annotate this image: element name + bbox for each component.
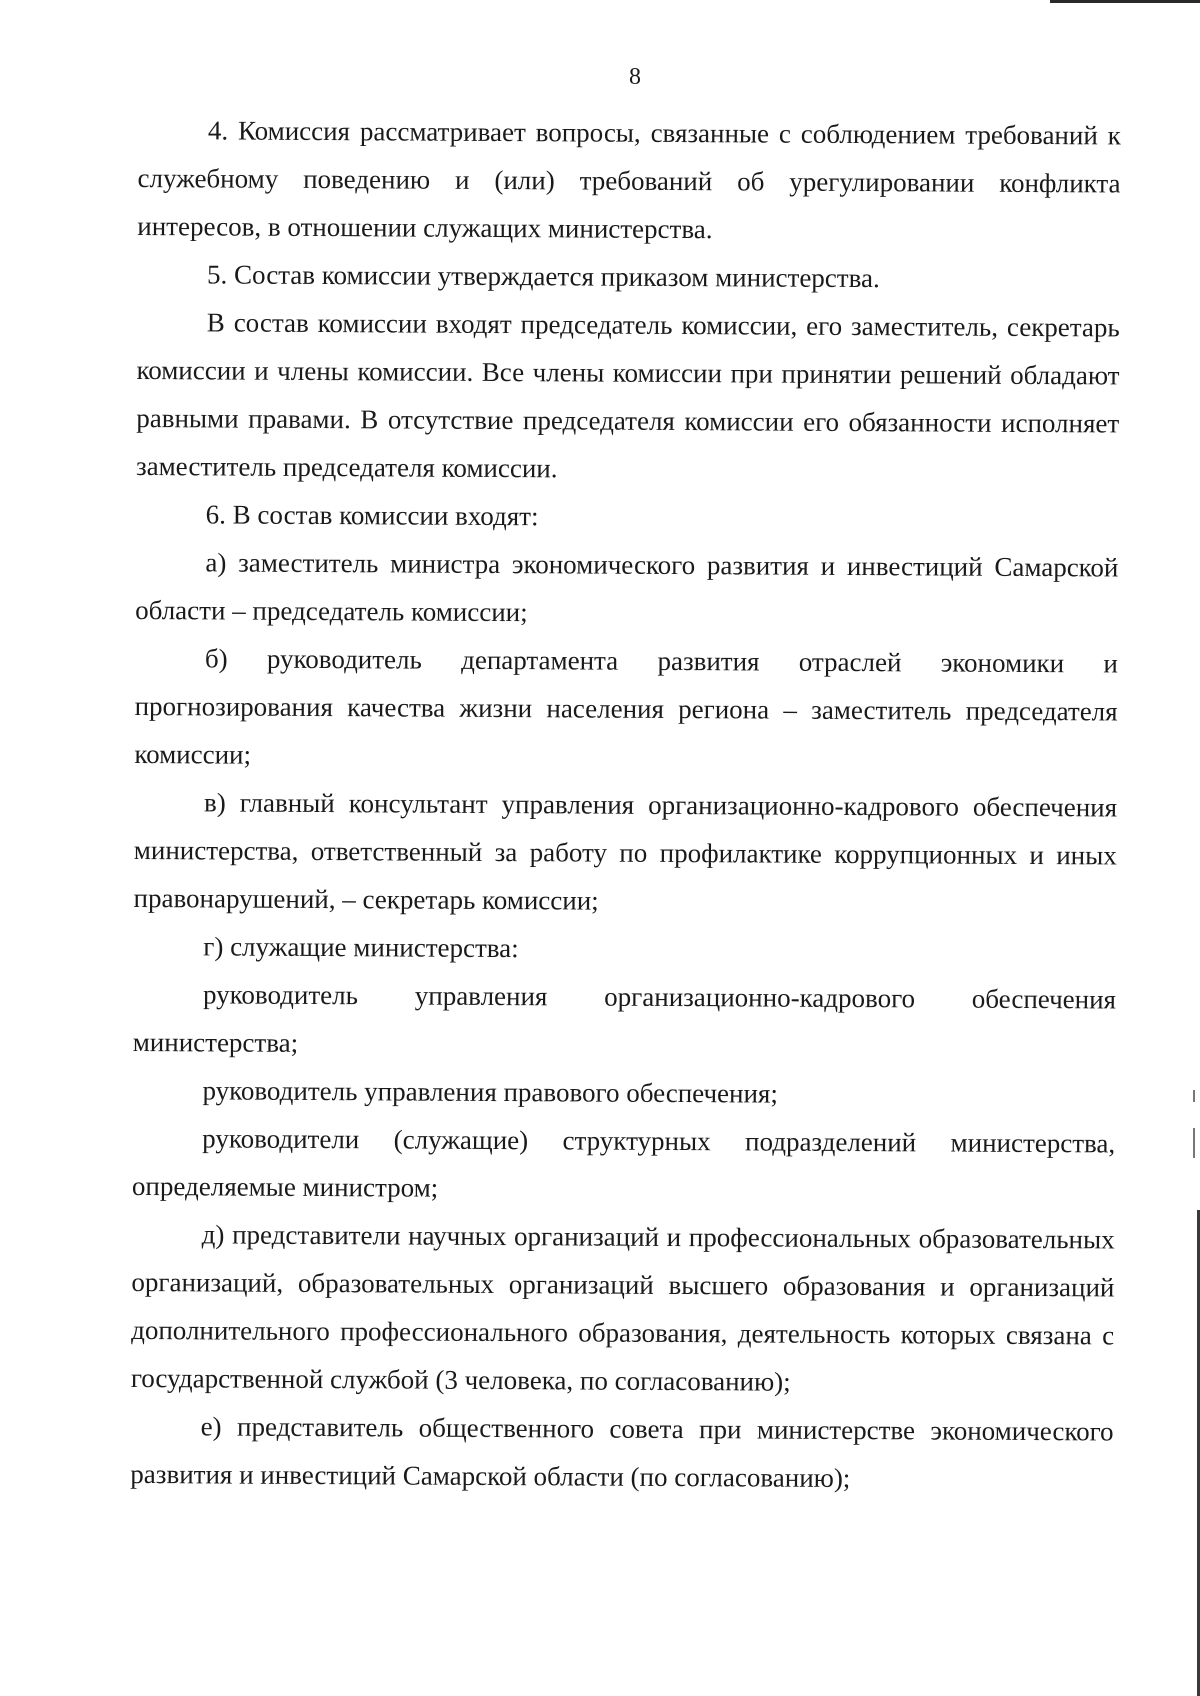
paragraph-subitem-v: в) главный консультант управления организационно-кадрового обеспечения министерства, ответственный за работу по профилактике коррупционных и иных правонарушений, – секретарь комиссии; bbox=[133, 787, 1118, 916]
paragraph-list-entry: руководитель управления организационно-кадрового обеспечения министерства; bbox=[132, 979, 1117, 1058]
paragraph-item-4: 4. Комиссия рассматривает вопросы, связанные с соблюдением требований к служебному поведению и (или) требований об урегулировании конфликта интересов, в отношении служащих министерства. bbox=[137, 115, 1121, 245]
paragraph-subitem-b: б) руководитель департамента развития отраслей экономики и прогнозирования качества жизни населения региона – заместитель председателя комиссии; bbox=[134, 643, 1118, 770]
document-body bbox=[130, 106, 1121, 1503]
paragraph-subitem-g: г) служащие министерства: bbox=[203, 931, 519, 964]
paragraph-subitem-a: а) заместитель министра экономического развития и инвестиций Самарской области – председатель комиссии; bbox=[135, 547, 1119, 628]
paragraph-item-5: 5. Состав комиссии утверждается приказом министерства. bbox=[206, 259, 880, 294]
paragraph-list-entry: руководитель управления правового обеспечения; bbox=[202, 1075, 778, 1109]
paragraph-item-6: 6. В состав комиссии входят: bbox=[205, 499, 539, 532]
scan-edge-mark-top bbox=[1050, 0, 1200, 3]
paragraph-list-entry: руководители (служащие) структурных подразделений министерства, определяемые министром; bbox=[131, 1123, 1116, 1203]
scan-tick-mark bbox=[1193, 1090, 1195, 1102]
paragraph-subitem-e: е) представитель общественного совета при министерстве экономического развития и инвестиций Самарской области (по согласованию); bbox=[130, 1411, 1114, 1493]
page-number: 8 bbox=[629, 64, 641, 90]
paragraph-subitem-d: д) представители научных организаций и профессиональных образовательных организаций, образовательных организаций высшего образования и организаций дополнительного профессионального образования, деятельность которых связана с государственной службой (3 человека, по согласованию); bbox=[130, 1219, 1115, 1397]
paragraph-composition: В состав комиссии входят председатель комиссии, его заместитель, секретарь комиссии и члены комиссии. Все члены комиссии при принятии решений обладают равными правами. В отсутствие председателя комиссии его обязанности исполняет заместитель председателя комиссии. bbox=[135, 307, 1120, 484]
scan-tick-mark bbox=[1193, 1128, 1195, 1158]
